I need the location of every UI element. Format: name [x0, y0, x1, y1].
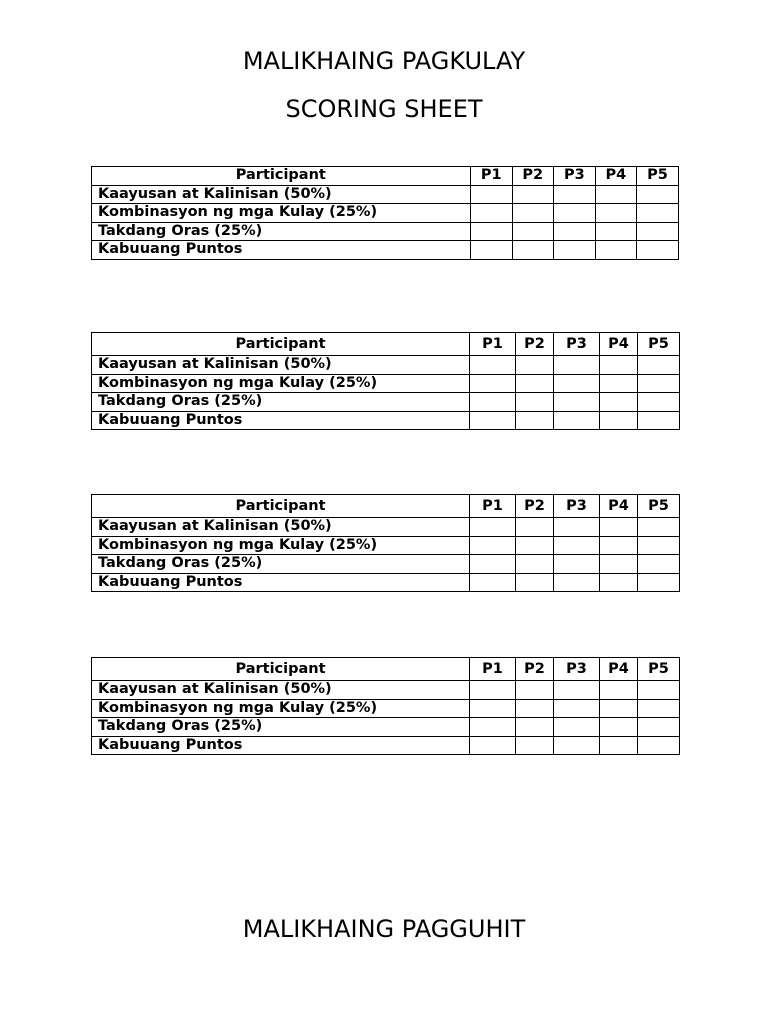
criterion-label: Kombinasyon ng mga Kulay (25%) [92, 536, 470, 555]
table-row [92, 681, 680, 700]
score-cell-p5[interactable] [636, 204, 678, 223]
table-row [92, 393, 680, 412]
score-cell-p1[interactable] [470, 241, 512, 260]
score-cell-p2[interactable] [516, 736, 554, 755]
column-header-p3: P3 [554, 333, 600, 356]
score-cell-p1[interactable] [470, 699, 516, 718]
table-row [92, 356, 680, 375]
score-cell-p2[interactable] [516, 411, 554, 430]
table-header-row [92, 167, 679, 186]
criterion-label: Takdang Oras (25%) [92, 222, 471, 241]
score-cell-p2[interactable] [516, 374, 554, 393]
column-header-p4: P4 [600, 658, 638, 681]
criterion-label: Kombinasyon ng mga Kulay (25%) [92, 204, 471, 223]
score-cell-p2[interactable] [516, 518, 554, 537]
criterion-label: Kaayusan at Kalinisan (50%) [92, 356, 470, 375]
score-cell-p4[interactable] [600, 393, 638, 412]
score-cell-p5[interactable] [638, 555, 680, 574]
score-cell-p5[interactable] [638, 699, 680, 718]
table-header-row [92, 658, 680, 681]
score-cell-p2[interactable] [512, 222, 553, 241]
score-cell-p1[interactable] [470, 555, 516, 574]
table-row [92, 573, 680, 592]
criterion-label: Kaayusan at Kalinisan (50%) [92, 681, 470, 700]
score-cell-p4[interactable] [600, 536, 638, 555]
score-cell-p5[interactable] [638, 374, 680, 393]
column-header-p3: P3 [554, 658, 600, 681]
column-header-participant: Participant [92, 495, 470, 518]
score-cell-p2[interactable] [516, 555, 554, 574]
score-cell-p3[interactable] [554, 555, 600, 574]
criterion-label: Kabuuang Puntos [92, 573, 470, 592]
criterion-label: Kaayusan at Kalinisan (50%) [92, 518, 470, 537]
criterion-label: Kombinasyon ng mga Kulay (25%) [92, 699, 470, 718]
score-cell-p3[interactable] [554, 736, 600, 755]
score-cell-p5[interactable] [636, 241, 678, 260]
table-header-row [92, 333, 680, 356]
score-cell-p3[interactable] [554, 356, 600, 375]
score-cell-p1[interactable] [470, 681, 516, 700]
table-row [92, 555, 680, 574]
score-cell-p3[interactable] [554, 573, 600, 592]
score-cell-p1[interactable] [470, 374, 516, 393]
score-cell-p3[interactable] [554, 518, 600, 537]
criterion-label: Takdang Oras (25%) [92, 718, 470, 737]
table-row [92, 185, 679, 204]
criterion-label: Takdang Oras (25%) [92, 555, 470, 574]
column-header-p1: P1 [470, 658, 516, 681]
score-cell-p5[interactable] [638, 573, 680, 592]
score-cell-p3[interactable] [554, 374, 600, 393]
page-title: MALIKHAING PAGKULAY [242, 47, 526, 75]
column-header-p4: P4 [595, 167, 636, 186]
criterion-label: Kabuuang Puntos [92, 241, 471, 260]
column-header-p3: P3 [553, 167, 595, 186]
score-cell-p1[interactable] [470, 356, 516, 375]
table-row [92, 411, 680, 430]
score-cell-p1[interactable] [470, 573, 516, 592]
column-header-p5: P5 [636, 167, 678, 186]
score-cell-p3[interactable] [554, 681, 600, 700]
score-cell-p5[interactable] [638, 393, 680, 412]
score-cell-p3[interactable] [554, 393, 600, 412]
table-row [92, 718, 680, 737]
score-cell-p3[interactable] [553, 185, 595, 204]
section-title: MALIKHAING PAGGUHIT [242, 915, 526, 943]
score-cell-p5[interactable] [638, 736, 680, 755]
score-cell-p2[interactable] [512, 185, 553, 204]
score-cell-p5[interactable] [638, 681, 680, 700]
column-header-p5: P5 [638, 333, 680, 356]
table-row [92, 241, 679, 260]
score-cell-p5[interactable] [638, 411, 680, 430]
score-cell-p4[interactable] [600, 356, 638, 375]
table-row [92, 222, 679, 241]
score-cell-p1[interactable] [470, 222, 512, 241]
score-cell-p4[interactable] [600, 374, 638, 393]
column-header-participant: Participant [92, 333, 470, 356]
column-header-p1: P1 [470, 167, 512, 186]
table-row [92, 518, 680, 537]
score-cell-p2[interactable] [516, 681, 554, 700]
score-cell-p1[interactable] [470, 518, 516, 537]
table-row [92, 374, 680, 393]
scoring-table-3 [91, 494, 680, 592]
score-cell-p4[interactable] [595, 222, 636, 241]
score-cell-p4[interactable] [600, 736, 638, 755]
score-cell-p4[interactable] [600, 555, 638, 574]
criterion-label: Kombinasyon ng mga Kulay (25%) [92, 374, 470, 393]
score-cell-p1[interactable] [470, 204, 512, 223]
criterion-label: Kabuuang Puntos [92, 736, 470, 755]
score-cell-p1[interactable] [470, 393, 516, 412]
score-cell-p5[interactable] [636, 185, 678, 204]
score-cell-p2[interactable] [516, 356, 554, 375]
score-cell-p1[interactable] [470, 411, 516, 430]
score-cell-p2[interactable] [512, 241, 553, 260]
score-cell-p1[interactable] [470, 718, 516, 737]
table-header-row [92, 495, 680, 518]
column-header-p2: P2 [516, 495, 554, 518]
criterion-label: Kabuuang Puntos [92, 411, 470, 430]
criterion-label: Kaayusan at Kalinisan (50%) [92, 185, 471, 204]
score-cell-p1[interactable] [470, 736, 516, 755]
score-cell-p2[interactable] [516, 718, 554, 737]
column-header-p2: P2 [512, 167, 553, 186]
score-cell-p4[interactable] [595, 204, 636, 223]
column-header-p2: P2 [516, 333, 554, 356]
column-header-p3: P3 [554, 495, 600, 518]
column-header-p4: P4 [600, 495, 638, 518]
score-cell-p4[interactable] [600, 718, 638, 737]
criterion-label: Takdang Oras (25%) [92, 393, 470, 412]
score-cell-p5[interactable] [638, 536, 680, 555]
score-cell-p4[interactable] [595, 185, 636, 204]
table-row [92, 204, 679, 223]
score-cell-p3[interactable] [554, 699, 600, 718]
score-cell-p5[interactable] [638, 356, 680, 375]
score-cell-p1[interactable] [470, 536, 516, 555]
score-cell-p3[interactable] [554, 536, 600, 555]
column-header-p1: P1 [470, 333, 516, 356]
score-cell-p1[interactable] [470, 185, 512, 204]
column-header-participant: Participant [92, 167, 471, 186]
column-header-participant: Participant [92, 658, 470, 681]
score-cell-p2[interactable] [516, 699, 554, 718]
score-cell-p4[interactable] [600, 573, 638, 592]
score-cell-p2[interactable] [512, 204, 553, 223]
scoring-table-4 [91, 657, 680, 755]
score-cell-p2[interactable] [516, 573, 554, 592]
score-cell-p4[interactable] [600, 681, 638, 700]
score-cell-p4[interactable] [600, 518, 638, 537]
score-cell-p5[interactable] [638, 518, 680, 537]
score-cell-p5[interactable] [638, 718, 680, 737]
table-row [92, 536, 680, 555]
column-header-p1: P1 [470, 495, 516, 518]
scoring-table-2 [91, 332, 680, 430]
column-header-p5: P5 [638, 658, 680, 681]
score-cell-p5[interactable] [636, 222, 678, 241]
table-row [92, 699, 680, 718]
score-cell-p3[interactable] [554, 411, 600, 430]
score-cell-p3[interactable] [554, 718, 600, 737]
score-cell-p3[interactable] [553, 204, 595, 223]
page-subtitle: SCORING SHEET [285, 95, 483, 123]
score-cell-p4[interactable] [600, 411, 638, 430]
score-cell-p2[interactable] [516, 393, 554, 412]
score-cell-p3[interactable] [553, 222, 595, 241]
table-row [92, 736, 680, 755]
score-cell-p3[interactable] [553, 241, 595, 260]
score-cell-p4[interactable] [595, 241, 636, 260]
column-header-p4: P4 [600, 333, 638, 356]
column-header-p5: P5 [638, 495, 680, 518]
score-cell-p4[interactable] [600, 699, 638, 718]
scoring-table-1 [91, 166, 679, 260]
column-header-p2: P2 [516, 658, 554, 681]
score-cell-p2[interactable] [516, 536, 554, 555]
